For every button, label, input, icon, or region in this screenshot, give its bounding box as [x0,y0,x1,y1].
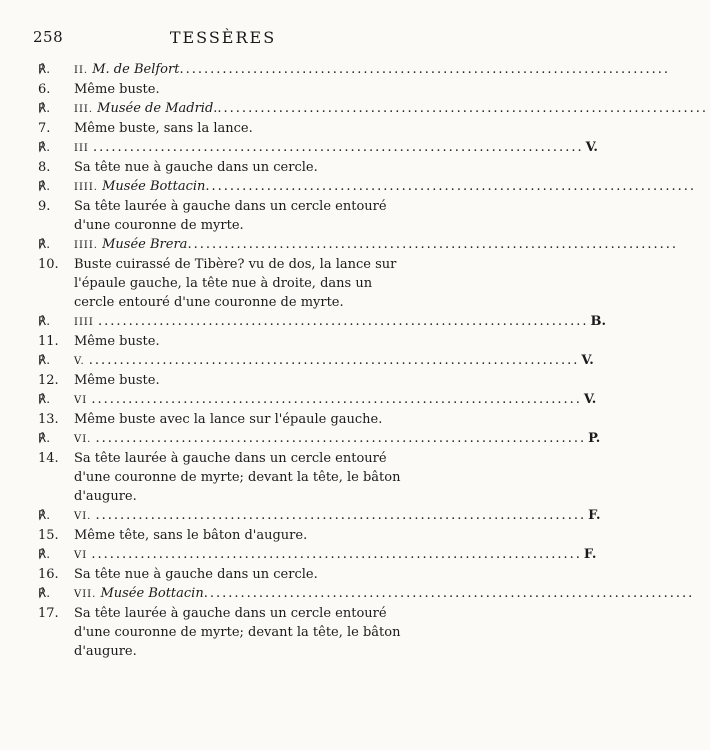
reverse-line [38,429,601,449]
entry-text: Même buste. [74,334,160,349]
reverse-symbol: ℟. [38,431,51,445]
reverse-numeral: VI [74,550,88,561]
reverse-numeral: II. [74,65,89,76]
leader-dots: ................................................................................ [91,547,582,562]
reverse-numeral: VI. [74,434,92,445]
reverse-symbol: ℟. [38,353,51,367]
reverse-line [38,390,597,410]
running-title: TESSÈRES [169,28,277,47]
reverse-symbol: ℟. [38,392,51,406]
reverse-mark: F. [588,508,601,523]
reverse-symbol: ℟. [38,314,51,328]
museum-name: M. de Belfort [92,62,180,77]
reverse-symbol: ℟. [38,586,51,600]
entry-text: Même buste, sans la lance. [74,121,253,136]
page-number: 258 [33,28,64,46]
description-line [38,80,410,99]
description-line [38,371,410,390]
description-line [38,604,410,661]
leader-dots: ................................................................................ [179,62,671,77]
entry-text: Même buste. [74,82,160,97]
leader-dots: ................................................................................ [97,314,589,329]
reverse-mark: V. [583,392,597,407]
reverse-line [38,138,598,158]
leader-dots: ................................................................................ [203,586,695,601]
entry-number: 11. [38,334,59,349]
reverse-numeral: IIII [74,317,94,328]
reverse-line [38,99,708,119]
reverse-numeral: V. [74,356,85,367]
museum-name: Musée Bottacin [102,179,206,194]
description-line [38,255,410,312]
entry-text: Même buste avec la lance sur l'épaule gauche. [74,412,383,427]
reverse-symbol: ℟. [38,508,51,522]
description-line [38,410,410,429]
description-line [38,197,410,235]
entry-text: Sa tête nue à gauche dans un cercle. [74,567,318,582]
entry-number: 8. [38,160,51,175]
entry-number: 16. [38,567,59,582]
leader-dots: ................................................................................ [91,392,582,407]
reverse-line [38,506,601,526]
entry-text: Buste cuirassé de Tibère? vu de dos, la lance sur l'épaule gauche, la tête nue à droite, dans un cercle entouré d'une couronne de myrte. [74,257,397,310]
reverse-numeral: IIII. [74,182,98,193]
entry-text: Sa tête laurée à gauche dans un cercle entouré d'une couronne de myrte. [74,199,387,233]
reverse-line [38,545,597,565]
entry-number: 17. [38,606,59,621]
museum-name: Musée Brera [102,237,188,252]
leader-dots: ................................................................................ [88,353,580,368]
entry-number: 15. [38,528,59,543]
description-line [38,565,410,584]
entry-number: 10. [38,257,59,272]
reverse-numeral: IIII. [74,240,98,251]
entry-number: 6. [38,82,51,97]
reverse-numeral: VI. [74,511,92,522]
description-line [38,158,410,177]
leader-dots: ................................................................................ [205,179,696,194]
reverse-symbol: ℟. [38,237,51,251]
leader-dots: ................................................................................ [187,237,679,252]
description-line [38,119,410,138]
reverse-line [38,60,671,80]
reverse-mark: V. [585,140,598,155]
reverse-symbol: ℟. [38,101,51,115]
leader-dots: ................................................................................ [95,431,587,446]
reverse-mark: V. [581,353,594,368]
reverse-numeral: VI [74,395,88,406]
catalogue-entries [38,60,708,661]
reverse-mark: F. [583,547,597,562]
entry-text: Même buste. [74,373,160,388]
museum-name: Musée de Madrid. [97,101,218,116]
description-line [38,526,410,545]
description-line [38,449,410,506]
museum-name: Musée Bottacin [100,586,204,601]
entry-text: Sa tête laurée à gauche dans un cercle entouré d'une couronne de myrte; devant la tête, le bâton d'augure. [74,451,401,504]
entry-number: 7. [38,121,51,136]
entry-number: 13. [38,412,59,427]
entry-text: Même tête, sans le bâton d'augure. [74,528,308,543]
reverse-numeral: III [74,143,89,154]
reverse-line [38,235,679,255]
reverse-numeral: III. [74,104,94,115]
reverse-symbol: ℟. [38,547,51,561]
reverse-symbol: ℟. [38,179,51,193]
entry-text: Sa tête nue à gauche dans un cercle. [74,160,318,175]
entry-number: 12. [38,373,59,388]
reverse-symbol: ℟. [38,62,51,76]
reverse-line [38,312,607,332]
leader-dots: ................................................................................ [217,101,708,116]
reverse-line [38,177,696,197]
reverse-symbol: ℟. [38,140,51,154]
leader-dots: ................................................................................ [93,140,584,155]
reverse-mark: P. [588,431,601,446]
reverse-line [38,351,594,371]
reverse-mark: B. [590,314,607,329]
description-line [38,332,410,351]
entry-number: 9. [38,199,51,214]
reverse-line [38,584,695,604]
reverse-numeral: VII. [74,589,97,600]
leader-dots: ................................................................................ [95,508,587,523]
entry-number: 14. [38,451,59,466]
entry-text: Sa tête laurée à gauche dans un cercle entouré d'une couronne de myrte; devant la tête, le bâton d'augure. [74,606,401,659]
